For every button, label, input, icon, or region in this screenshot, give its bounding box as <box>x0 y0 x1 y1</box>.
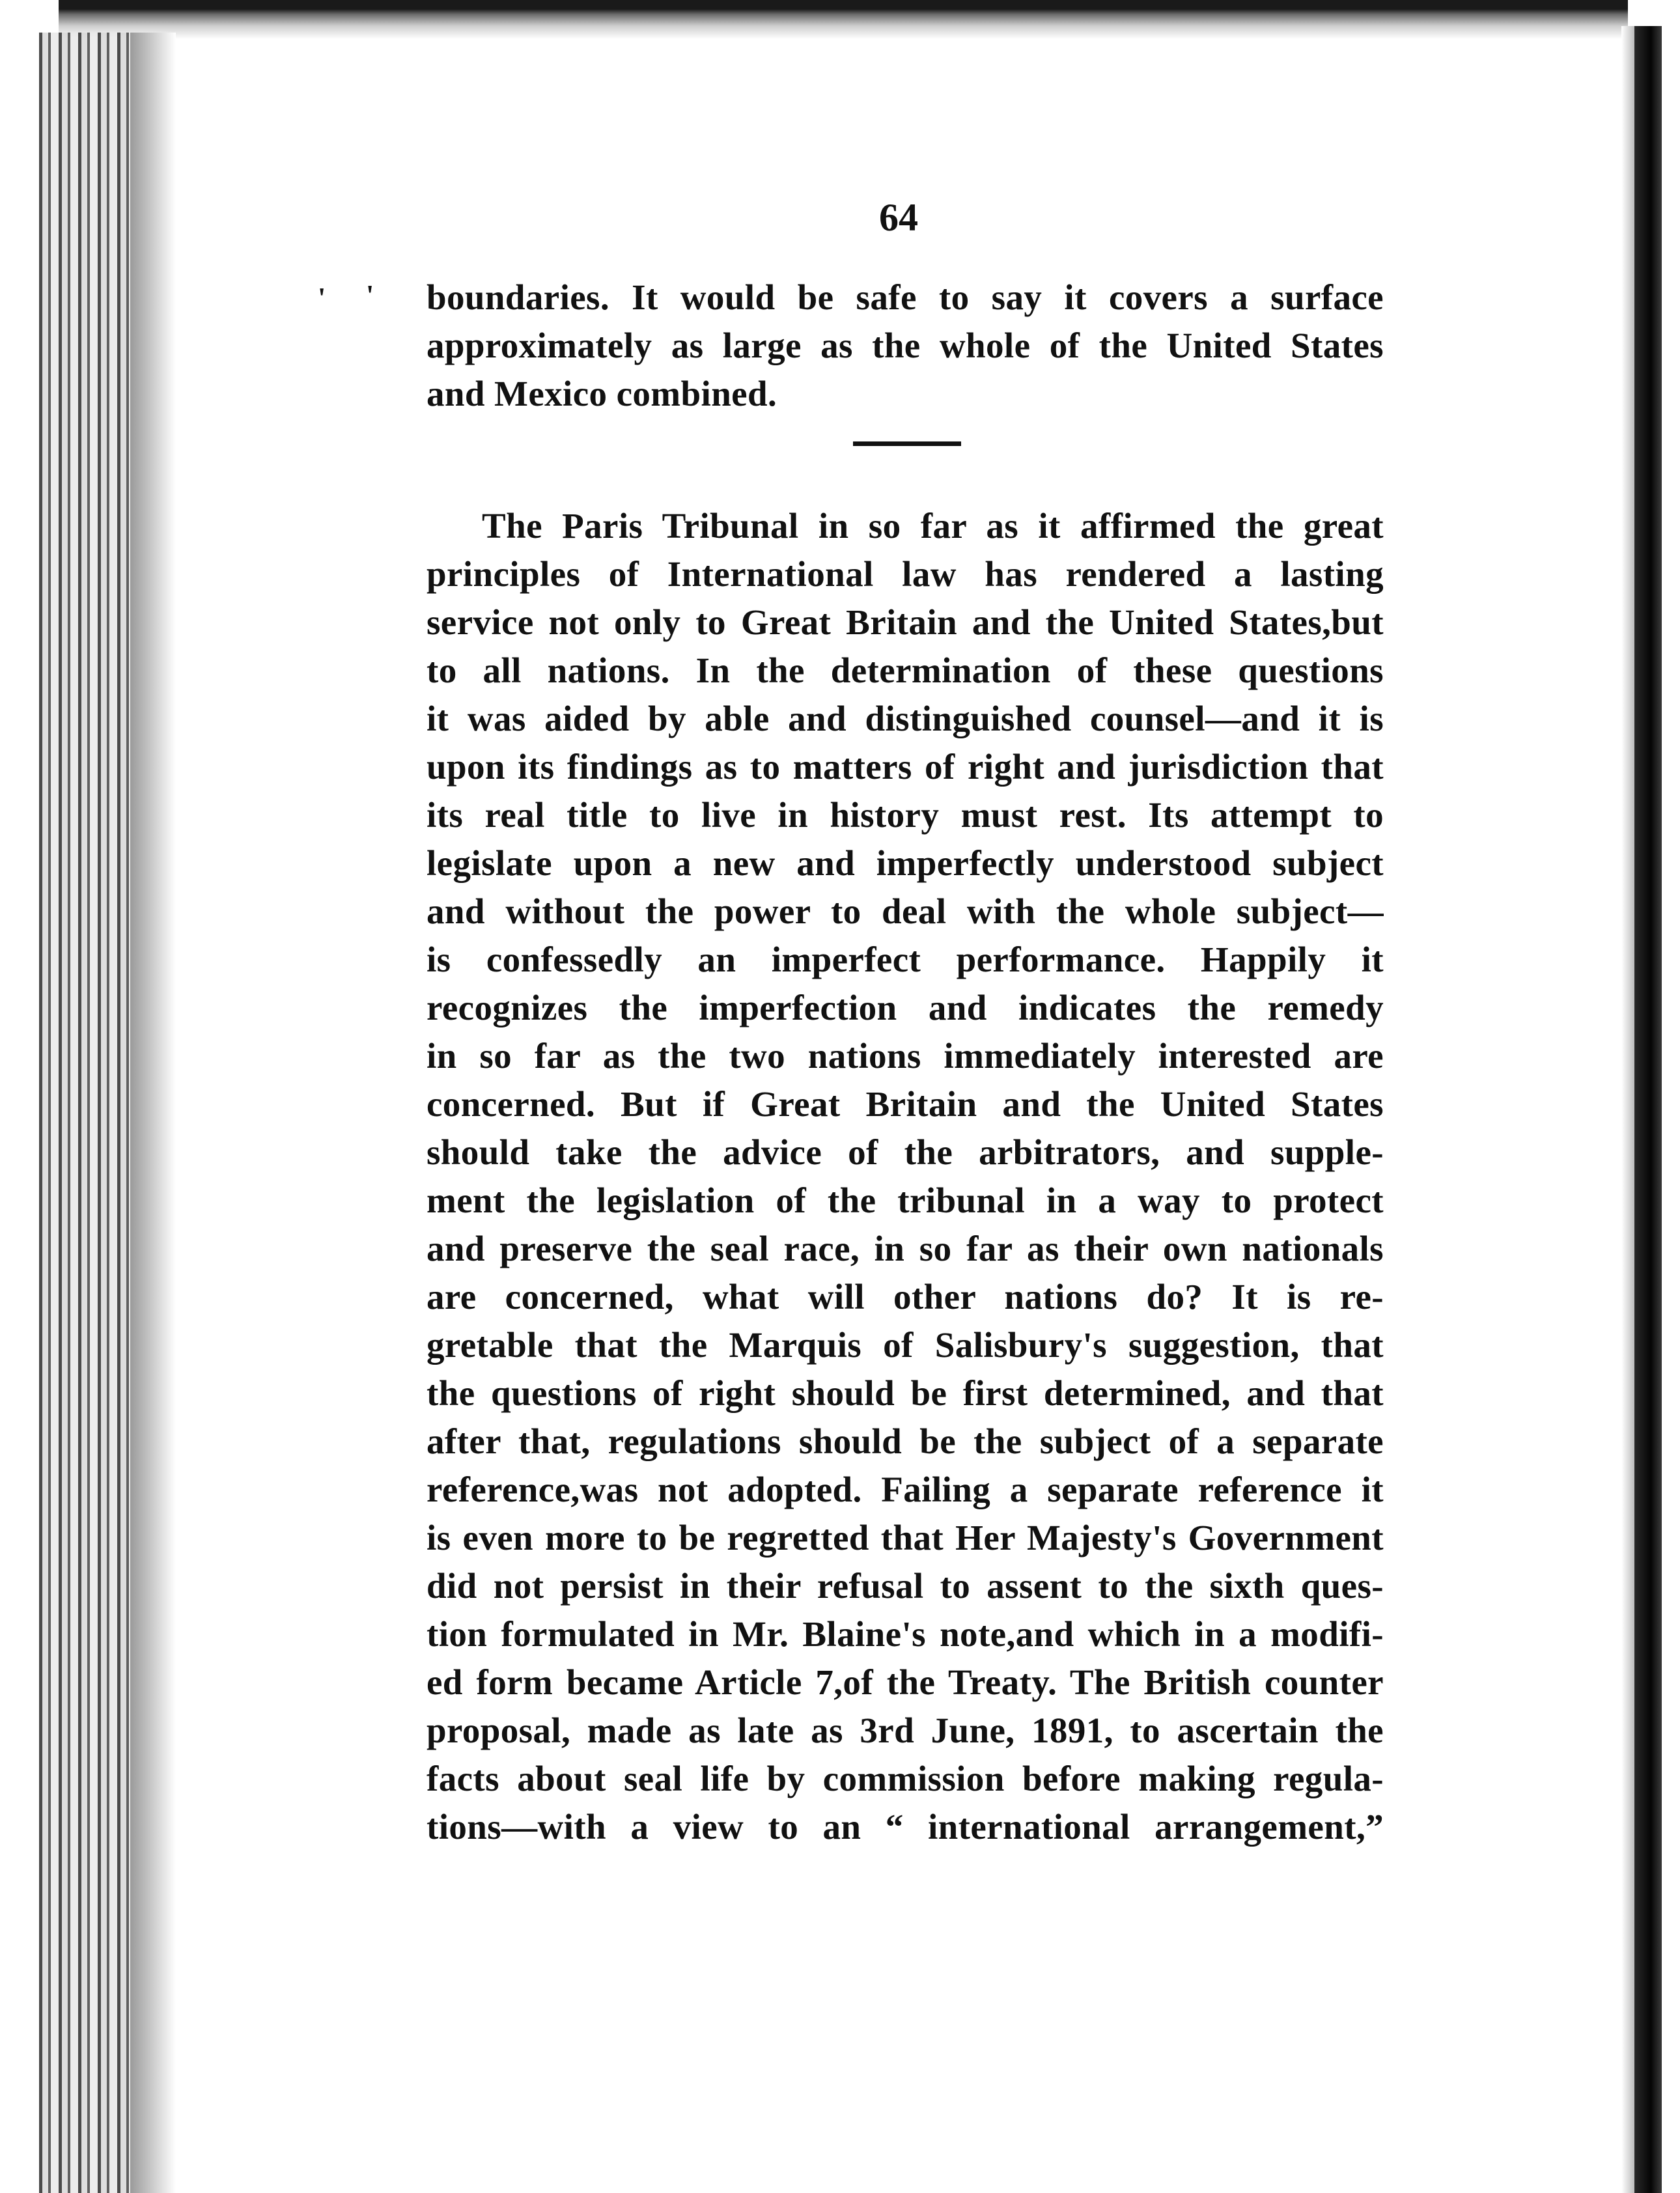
text-line: is confessedly an imperfect performance. Happily it <box>427 940 1384 979</box>
text-line: gretable that the Marquis of Salisbury's suggestion, that <box>427 1325 1384 1365</box>
text-line: to all nations. In the determination of these questions <box>427 650 1384 690</box>
text-line: ment the legislation of the tribunal in a way to protect <box>427 1180 1384 1220</box>
text-line: The Paris Tribunal in so far as it affirmed the great <box>482 506 1384 546</box>
text-line: service not only to Great Britain and the United States,but <box>427 602 1384 642</box>
text-line: did not persist in their refusal to assent to the sixth ques- <box>427 1566 1384 1606</box>
stray-mark: ' <box>318 282 326 314</box>
text-line: tions—with a view to an “ international arrangement,” <box>427 1807 1384 1847</box>
text-line: recognizes the imperfection and indicates the remedy <box>427 988 1384 1027</box>
paragraph-continued <box>427 273 1384 418</box>
text-line: approximately as large as the whole of the United States <box>427 326 1384 365</box>
text-line: are concerned, what will other nations do? It is re- <box>427 1277 1384 1317</box>
scan-edge-right <box>1634 26 1662 2193</box>
text-line: and Mexico combined. <box>427 374 777 413</box>
stray-mark: ' <box>366 279 374 311</box>
text-line: and preserve the seal race, in so far as their own nationals <box>427 1229 1384 1268</box>
text-line: upon its findings as to matters of right and jurisdiction that <box>427 747 1384 787</box>
scan-edge-top <box>59 0 1628 39</box>
text-line: reference,was not adopted. Failing a separate reference it <box>427 1470 1384 1509</box>
text-line: proposal, made as late as 3rd June, 1891, to ascertain the <box>427 1711 1384 1750</box>
text-line: concerned. But if Great Britain and the United States <box>427 1084 1384 1124</box>
scan-edge-shadow-right <box>1621 26 1634 2193</box>
text-line: it was aided by able and distinguished counsel—and it is <box>427 699 1384 738</box>
text-line: tion formulated in Mr. Blaine's note,and which in a modifi- <box>427 1614 1384 1654</box>
section-divider-rule <box>853 441 961 446</box>
text-line: facts about seal life by commission before making regula- <box>427 1759 1384 1798</box>
text-line: ed form became Article 7,of the Treaty. The British counter <box>427 1662 1384 1702</box>
text-line: the questions of right should be first determined, and that <box>427 1373 1384 1413</box>
text-line: in so far as the two nations immediately interested are <box>427 1036 1384 1076</box>
text-line: should take the advice of the arbitrators, and supple- <box>427 1132 1384 1172</box>
text-line: legislate upon a new and imperfectly understood subject <box>427 843 1384 883</box>
book-gutter-shadow <box>130 33 176 2193</box>
text-line: is even more to be regretted that Her Majesty's Government <box>427 1518 1384 1557</box>
text-line: boundaries. It would be safe to say it covers a surface <box>427 277 1384 317</box>
paragraph-paris-tribunal <box>427 502 1384 1851</box>
text-line: after that, regulations should be the subject of a separate <box>427 1421 1384 1461</box>
text-line: principles of International law has rendered a lasting <box>427 554 1384 594</box>
text-line: its real title to live in history must rest. Its attempt to <box>427 795 1384 835</box>
page-number: 64 <box>879 196 918 239</box>
text-line: and without the power to deal with the whole subject— <box>427 891 1384 931</box>
